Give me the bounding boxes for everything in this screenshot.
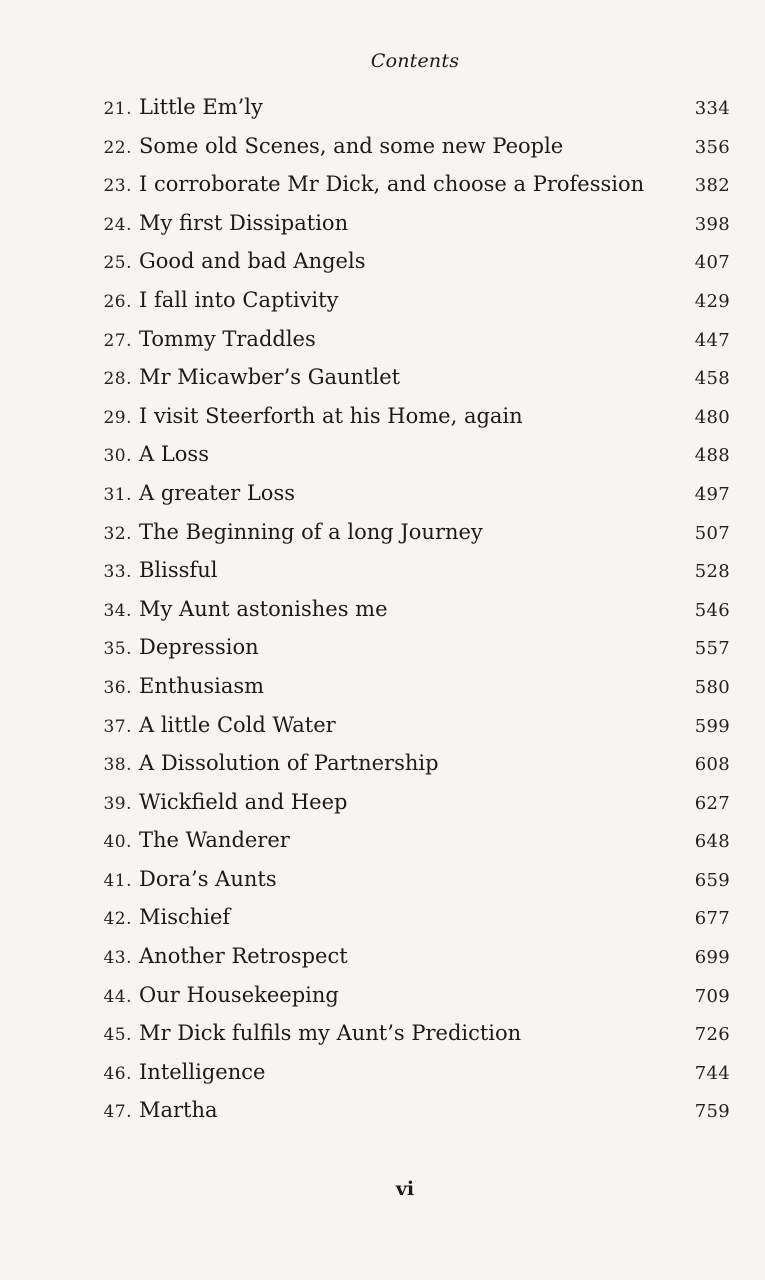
toc-entry bbox=[92, 898, 732, 937]
chapter-page-number: 608 bbox=[694, 754, 730, 776]
chapter-number: 39. bbox=[103, 793, 132, 814]
chapter-number: 32. bbox=[103, 523, 132, 544]
toc-entry bbox=[92, 165, 732, 204]
chapter-page-number: 407 bbox=[694, 252, 730, 274]
chapter-page-number: 429 bbox=[694, 290, 730, 312]
chapter-title: Tommy Traddles bbox=[139, 326, 316, 351]
chapter-number: 34. bbox=[103, 600, 132, 621]
chapter-page-number: 744 bbox=[694, 1062, 730, 1084]
chapter-page-number: 726 bbox=[694, 1024, 730, 1046]
toc-entry bbox=[92, 976, 732, 1015]
chapter-page-number: 447 bbox=[694, 329, 730, 351]
chapter-page-number: 382 bbox=[694, 175, 730, 197]
chapter-title: Wickfield and Heep bbox=[139, 789, 348, 814]
toc-entry bbox=[92, 204, 732, 243]
toc-entry bbox=[92, 706, 732, 745]
chapter-page-number: 480 bbox=[694, 406, 730, 428]
chapter-number: 45. bbox=[103, 1025, 132, 1046]
chapter-title: Depression bbox=[139, 635, 259, 660]
chapter-number: 38. bbox=[103, 755, 132, 776]
chapter-title: Dora’s Aunts bbox=[139, 866, 277, 891]
chapter-number: 41. bbox=[103, 870, 132, 891]
chapter-title: A Loss bbox=[139, 442, 209, 467]
toc-entry bbox=[92, 860, 732, 899]
chapter-title: Mr Dick fulfils my Aunt’s Prediction bbox=[139, 1021, 522, 1046]
toc-entry bbox=[92, 1053, 732, 1092]
chapter-title: Intelligence bbox=[139, 1059, 266, 1084]
toc-entry bbox=[92, 281, 732, 320]
chapter-number: 37. bbox=[103, 716, 132, 737]
chapter-page-number: 627 bbox=[694, 792, 730, 814]
toc-entry bbox=[92, 821, 732, 860]
toc-entry bbox=[92, 127, 732, 166]
toc-entry bbox=[92, 88, 732, 127]
chapter-page-number: 528 bbox=[694, 561, 730, 583]
chapter-title: Little Em’ly bbox=[139, 95, 263, 119]
chapter-page-number: 580 bbox=[694, 676, 730, 698]
chapter-number: 30. bbox=[103, 446, 132, 467]
toc-entry bbox=[92, 435, 732, 474]
chapter-number: 25. bbox=[103, 253, 132, 274]
chapter-number: 27. bbox=[103, 330, 132, 351]
chapter-page-number: 648 bbox=[694, 831, 730, 853]
chapter-number: 29. bbox=[103, 407, 132, 428]
chapter-title: Our Housekeeping bbox=[139, 982, 339, 1007]
chapter-number: 22. bbox=[103, 137, 132, 158]
toc-entry bbox=[92, 397, 732, 436]
chapter-number: 21. bbox=[103, 99, 132, 119]
chapter-title: Martha bbox=[139, 1098, 218, 1123]
chapter-page-number: 507 bbox=[694, 522, 730, 544]
chapter-number: 33. bbox=[103, 562, 132, 583]
toc-entry bbox=[92, 242, 732, 281]
toc-entry bbox=[92, 358, 732, 397]
chapter-title: My Aunt astonishes me bbox=[139, 596, 388, 621]
chapter-title: I fall into Captivity bbox=[139, 287, 339, 312]
chapter-title: Enthusiasm bbox=[139, 673, 265, 698]
chapter-page-number: 699 bbox=[694, 947, 730, 969]
chapter-title: Some old Scenes, and some new People bbox=[139, 133, 564, 158]
chapter-title: A little Cold Water bbox=[139, 712, 336, 737]
page-folio: vi bbox=[395, 1178, 415, 1200]
toc-entry bbox=[92, 320, 732, 359]
chapter-title: Another Retrospect bbox=[139, 944, 348, 969]
chapter-title: A greater Loss bbox=[139, 480, 295, 505]
chapter-title: I visit Steerforth at his Home, again bbox=[139, 403, 523, 428]
chapter-title: Mischief bbox=[139, 905, 231, 930]
chapter-page-number: 458 bbox=[694, 368, 730, 390]
chapter-number: 26. bbox=[103, 291, 132, 312]
chapter-page-number: 488 bbox=[694, 445, 730, 467]
toc-entry bbox=[92, 744, 732, 783]
chapter-title: The Wanderer bbox=[139, 828, 290, 853]
running-head: Contents bbox=[370, 50, 460, 72]
toc-entry bbox=[92, 937, 732, 976]
toc-entry bbox=[92, 590, 732, 629]
chapter-number: 36. bbox=[103, 677, 132, 698]
chapter-number: 47. bbox=[103, 1102, 132, 1123]
chapter-title: My first Dissipation bbox=[139, 210, 349, 235]
toc-entry bbox=[92, 551, 732, 590]
chapter-page-number: 759 bbox=[694, 1101, 730, 1123]
chapter-title: Good and bad Angels bbox=[139, 249, 366, 274]
chapter-number: 44. bbox=[103, 986, 132, 1007]
toc-entry bbox=[92, 783, 732, 822]
chapter-title: I corroborate Mr Dick, and choose a Profession bbox=[139, 172, 645, 197]
chapter-number: 46. bbox=[103, 1063, 132, 1084]
chapter-page-number: 659 bbox=[694, 869, 730, 891]
toc-entry bbox=[92, 1091, 732, 1130]
chapter-page-number: 546 bbox=[694, 599, 730, 621]
chapter-title: A Dissolution of Partnership bbox=[139, 751, 439, 776]
chapter-page-number: 557 bbox=[694, 638, 730, 660]
chapter-page-number: 677 bbox=[694, 908, 730, 930]
chapter-number: 42. bbox=[103, 909, 132, 930]
chapter-page-number: 334 bbox=[694, 98, 730, 119]
toc-entry bbox=[92, 1014, 732, 1053]
chapter-number: 40. bbox=[103, 832, 132, 853]
table-of-contents bbox=[92, 88, 732, 1130]
chapter-page-number: 398 bbox=[694, 213, 730, 235]
chapter-title: Blissful bbox=[139, 558, 218, 583]
toc-entry bbox=[92, 667, 732, 706]
chapter-number: 24. bbox=[103, 214, 132, 235]
chapter-number: 43. bbox=[103, 948, 132, 969]
toc-entry bbox=[92, 628, 732, 667]
chapter-page-number: 356 bbox=[694, 136, 730, 158]
chapter-page-number: 709 bbox=[694, 985, 730, 1007]
chapter-page-number: 497 bbox=[694, 483, 730, 505]
toc-entry bbox=[92, 513, 732, 552]
chapter-number: 28. bbox=[103, 369, 132, 390]
chapter-page-number: 599 bbox=[694, 715, 730, 737]
chapter-title: Mr Micawber’s Gauntlet bbox=[139, 365, 401, 390]
chapter-number: 35. bbox=[103, 639, 132, 660]
chapter-number: 23. bbox=[103, 176, 132, 197]
chapter-number: 31. bbox=[103, 484, 132, 505]
toc-entry bbox=[92, 474, 732, 513]
chapter-title: The Beginning of a long Journey bbox=[139, 519, 483, 544]
